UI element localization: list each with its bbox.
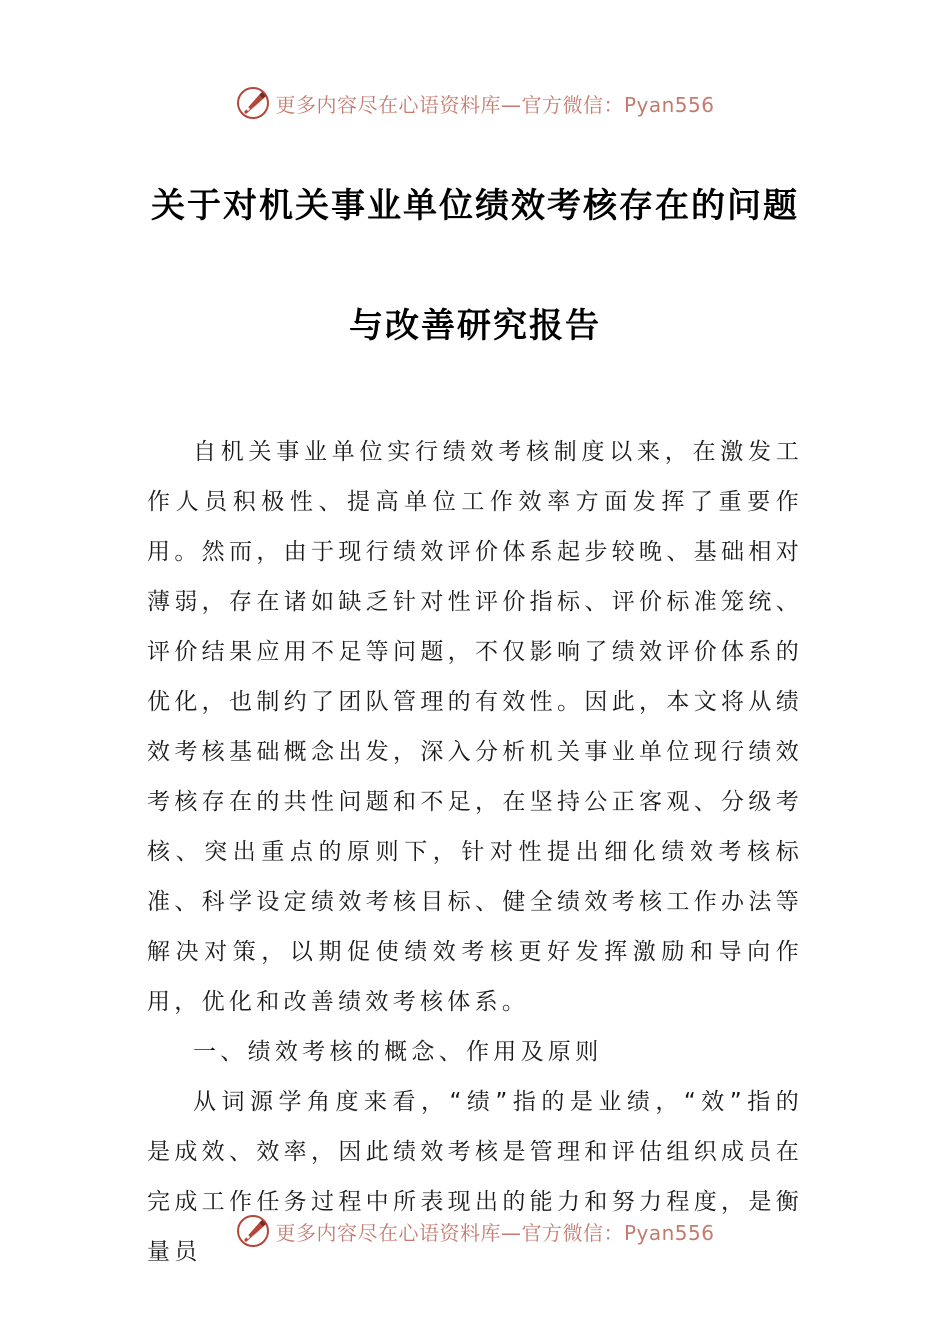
watermark-text: 更多内容尽在心语资料库—官方微信：Pyan556: [275, 92, 715, 117]
header-watermark-banner: [0, 83, 950, 123]
pen-nib-logo-icon: [235, 1213, 271, 1249]
footer-watermark-banner: [0, 1211, 950, 1251]
intro-paragraph: 自机关事业单位实行绩效考核制度以来，在激发工作人员积极性、提高单位工作效率方面发挥了重要作用。然而，由于现行绩效评价体系起步较晚、基础相对薄弱，存在诸如缺乏针对性评价指标、评价标准笼统、评价结果应用不足等问题，不仅影响了绩效评价体系的优化，也制约了团队管理的有效性。因此，本文将从绩效考核基础概念出发，深入分析机关事业单位现行绩效考核存在的共性问题和不足，在坚持公正客观、分级考核、突出重点的原则下，针对性提出细化绩效考核标准、科学设定绩效考核目标、健全绩效考核工作办法等解决对策，以期促使绩效考核更好发挥激励和导向作用，优化和改善绩效考核体系。: [147, 439, 803, 1015]
document-title-line-2: 与改善研究报告: [349, 306, 601, 346]
section-heading: 一、绩效考核的概念、作用及原则: [193, 1039, 603, 1065]
body-paragraph: 从词源学角度来看，“绩”指的是业绩，“效”指的是成效、效率，因此绩效考核是管理和评估组织成员在完成工作任务过程中所表现出的能力和努力程度，是衡量员: [147, 1089, 803, 1265]
document-title-line-1: 关于对机关事业单位绩效考核存在的问题: [151, 186, 799, 226]
document-body: [147, 427, 803, 1277]
pen-nib-logo-icon: [235, 85, 271, 121]
watermark-text: 更多内容尽在心语资料库—官方微信：Pyan556: [275, 1220, 715, 1245]
